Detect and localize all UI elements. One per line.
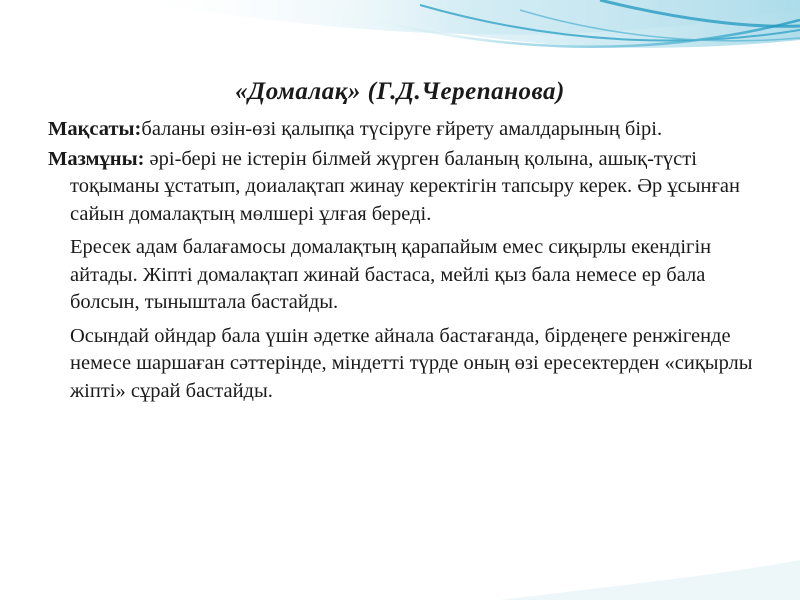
- content-paragraph: [48, 146, 768, 229]
- wave-back: [120, 0, 800, 35]
- content-label: Мазмұны:: [48, 147, 145, 170]
- wave-line-3: [520, 10, 800, 41]
- wave-line-2: [420, 5, 800, 41]
- slide-body: [48, 116, 768, 405]
- wave-light: [300, 0, 800, 48]
- wave-bottom: [500, 560, 800, 600]
- purpose-paragraph: [48, 116, 768, 144]
- wave-line-1: [330, 8, 800, 47]
- purpose-text: баланы өзін-өзі қалыпқа түсіруге ғйрету амалдарының бірі.: [141, 118, 663, 140]
- paragraph-3: Осындай ойндар бала үшін әдетке айнала бастағанда, бірдеңеге ренжігенде немесе шаршаған сәттерінде, міндетті түрде оның өзі ересектерден «сиқырлы жіпті» сұрай бастайды.: [70, 324, 753, 402]
- purpose-label: Мақсаты:: [48, 118, 142, 140]
- slide-title: «Домалақ» (Г.Д.Черепанова): [235, 78, 565, 105]
- content-text: әрі-бері не істерін білмей жүрген баланың қолына, ашық-түсті тоқыманы ұстатып, доиалақтап жинау керектігін тапсыру керек. Әр ұсынған сайын домалақтың мөлшері ұлғая береді.: [70, 147, 740, 225]
- wave-line-4: [600, 0, 800, 26]
- paragraph-2: Ересек адам балағамосы домалақтың қарапайым емес сиқырлы екендігін айтады. Жіпті домалақтап жинай бастаса, мейлі қыз бала немесе ер бала болсын, тыныштала бастайды.: [70, 236, 712, 313]
